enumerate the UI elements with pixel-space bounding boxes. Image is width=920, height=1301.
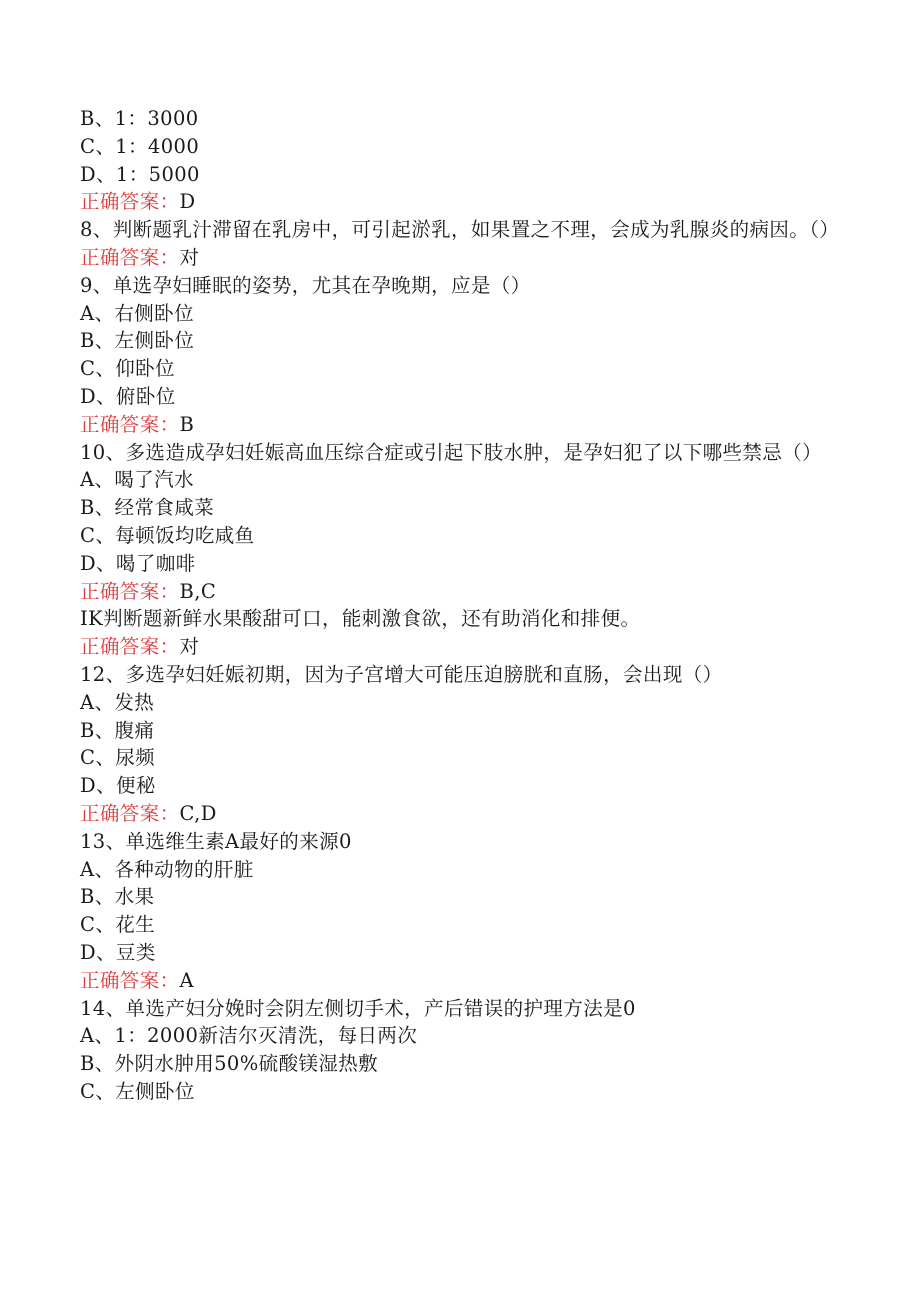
option-text: C、左侧卧位: [80, 1079, 195, 1103]
answer-value: B,C: [179, 579, 217, 603]
answer-line: [80, 967, 840, 995]
answer-line: [80, 411, 840, 439]
question-text: IK判断题新鲜水果酸甜可口，能刺激食欲，还有助消化和排便。: [80, 607, 641, 631]
option-text: B、水果: [80, 885, 155, 909]
answer-value: 对: [179, 245, 200, 269]
question-text: 14、单选产妇分娩时会阴左侧切手术，产后错误的护理方法是0: [80, 996, 636, 1020]
answer-label: 正确答案：: [80, 635, 180, 659]
option-text: B、腹痛: [80, 718, 155, 742]
option-text: A、喝了汽水: [80, 468, 194, 492]
option-text: A、各种动物的肝脏: [80, 857, 254, 881]
answer-value: A: [179, 968, 194, 992]
answer-line: [80, 633, 840, 661]
option-text: B、外阴水肿用50%硫酸镁湿热敷: [80, 1052, 379, 1076]
option-text: A、1：2000新洁尔灭清洗，每日两次: [80, 1024, 418, 1048]
answer-value: D: [179, 190, 196, 214]
option-text: C、花生: [80, 913, 156, 937]
option-text: D、便秘: [80, 774, 156, 798]
answer-value: C,D: [179, 801, 217, 825]
option-text: A、发热: [80, 690, 155, 714]
answer-label: 正确答案：: [80, 412, 180, 436]
option-text: D、1：5000: [80, 162, 200, 186]
option-text: B、1：3000: [80, 107, 199, 130]
answer-label: 正确答案：: [80, 801, 180, 825]
option-text: A、右侧卧位: [80, 301, 194, 325]
question-text: 9、单选孕妇睡眠的姿势，尤其在孕晚期，应是（）: [80, 273, 531, 297]
answer-line: [80, 188, 840, 216]
answer-label: 正确答案：: [80, 190, 180, 214]
answer-line: [80, 578, 840, 606]
answer-line: [80, 800, 840, 828]
option-text: C、每顿饭均吃咸鱼: [80, 523, 255, 547]
option-text: D、豆类: [80, 940, 156, 964]
option-text: D、俯卧位: [80, 384, 176, 408]
answer-label: 正确答案：: [80, 579, 180, 603]
option-text: C、尿频: [80, 746, 156, 770]
answer-label: 正确答案：: [80, 245, 180, 269]
option-text: B、左侧卧位: [80, 329, 195, 353]
option-text: C、1：4000: [80, 134, 200, 158]
question-text: 10、多选造成孕妇妊娠高血压综合症或引起下肢水肿，是孕妇犯了以下哪些禁忌（）: [80, 440, 823, 464]
question-text: 8、判断题乳汁滞留在乳房中，可引起淤乳，如果置之不理，会成为乳腺炎的病因。（）: [80, 218, 840, 242]
option-text: C、仰卧位: [80, 357, 175, 381]
document-body: [80, 105, 840, 1106]
question-text: 12、多选孕妇妊娠初期，因为子宫增大可能压迫膀胱和直肠，会出现（）: [80, 662, 723, 686]
question-text: 13、单选维生素A最好的来源0: [80, 829, 352, 853]
answer-line: [80, 244, 840, 272]
answer-label: 正确答案：: [80, 968, 180, 992]
option-text: B、经常食咸菜: [80, 496, 215, 520]
answer-value: B: [179, 412, 195, 436]
answer-value: 对: [179, 635, 200, 659]
option-text: D、喝了咖啡: [80, 551, 196, 575]
